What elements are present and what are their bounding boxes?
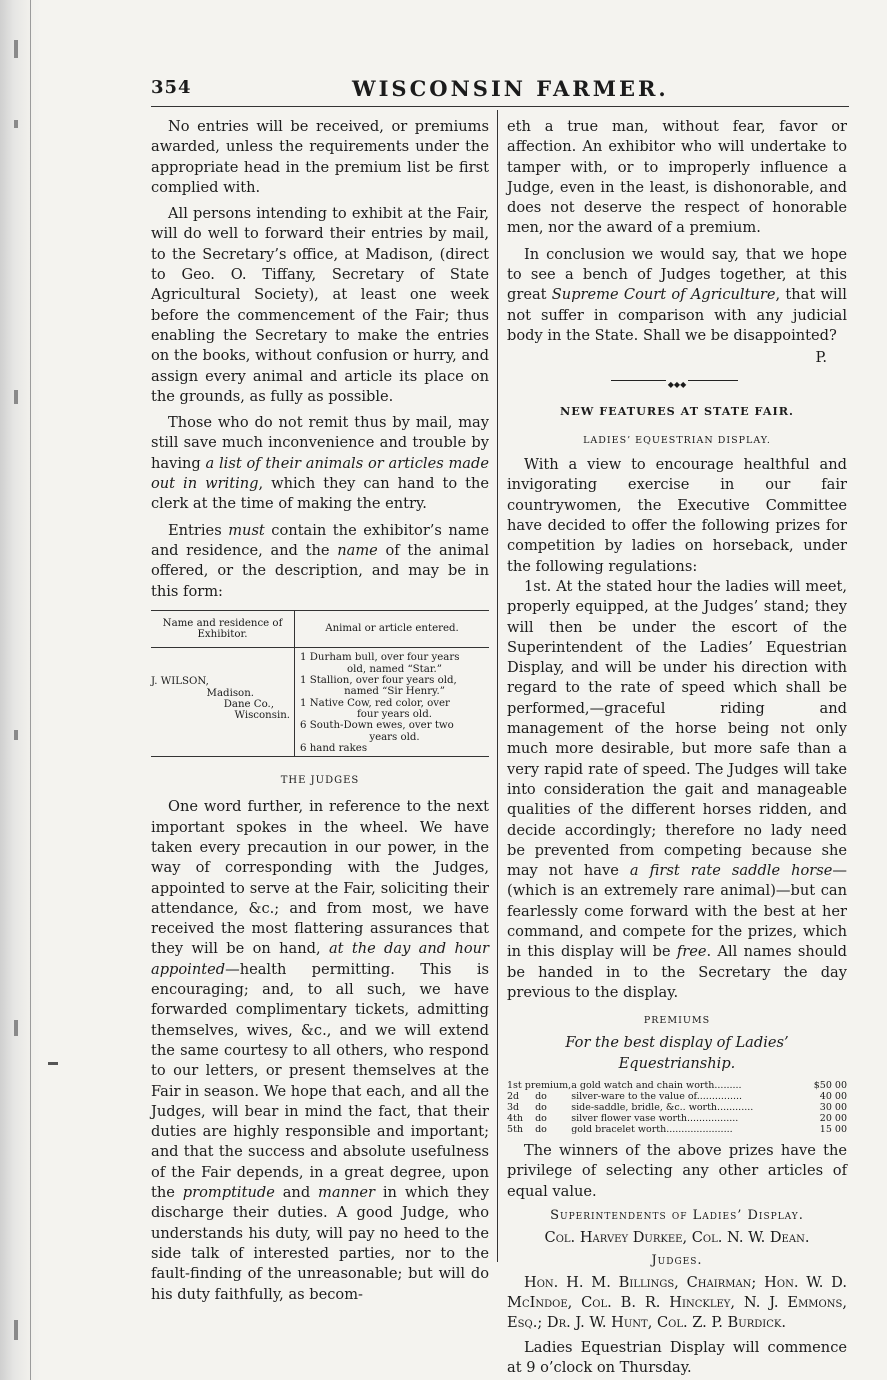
- signature: P.: [815, 349, 827, 367]
- prize-ditto: do: [535, 1091, 547, 1103]
- prize-rank: 5th: [507, 1124, 523, 1136]
- paragraph-judges: One word further, in reference to the next important spokes in the wheel. We have taken every precaution in our power, in the way of corresponding with the Judges, appointed to serve at the Fair, soliciting their attendance, &c.; and from most, we have received the most flattering assurances that they will be on hand, at the day and hour appointed—health permitting. This is encouraging; and, to all such, we have forwarded complimentary tickets, admitting themselves, wives, &c., and we will extend the same courtesy to all others, who respond to our letters, or present themselves at the Fair in season. We hope that each, and all the Judges, will bear in mind the fact, that their duties are highly responsible and important; and that the success and absolute usefulness of the Fair depends, in a great degree, upon the promptitude and manner in which they discharge their duties. A good Judge, who understands his duty, will pay no heed to the side talk of interested parties, nor to the fault-finding of the unreasonable; but will do his duty faithfully, as becom-: [151, 798, 490, 1303]
- paragraph-conclusion: In conclusion we would say, that we hope to see a bench of Judges together, at this great Supreme Court of Agriculture, that will not suffer in comparison with any judicial body in the State. Shall we be disappointed?: [507, 245, 847, 344]
- prize-desc: gold bracelet worth......................: [571, 1124, 733, 1136]
- prize-row: [507, 1124, 847, 1135]
- prize-value: $50 00: [813, 1080, 847, 1092]
- prize-desc: silver flower vase worth.................: [571, 1113, 739, 1125]
- premiums-title: PREMIUMS: [643, 1015, 711, 1027]
- prize-rank: 1st premium,: [507, 1080, 572, 1092]
- judges-title: Judges.: [651, 1252, 703, 1268]
- exhibitor-county: Dane Co.,: [223, 699, 274, 711]
- binding-mark: [14, 730, 18, 740]
- entry-item: 6 hand rakes: [300, 742, 368, 754]
- binding-mark: [14, 120, 18, 128]
- paragraph-list-in-writing: Those who do not remit thus by mail, may still save much inconvenience and trouble by having a list of their animals or articles made out in writing, which they can hand to the clerk at the time of making the entry.: [151, 414, 489, 513]
- prize-value: 15 00: [819, 1124, 847, 1136]
- prize-rank: 2d: [507, 1091, 520, 1103]
- judges-names: Hon. H. M. Billings, Chairman; Hon. W. D. McIndoe, Col. B. R. Hinckley, N. J. Emmons, Esq.; Dr. J. W. Hunt, Col. Z. P. Burdick.: [507, 1273, 847, 1332]
- prize-rank: 4th: [507, 1113, 523, 1125]
- binding-mark: [14, 1020, 18, 1036]
- paragraph-mail-entries: All persons intending to exhibit at the Fair, will do well to forward their entries by mail, to the Secretary’s office, at Madison, (direct to Geo. O. Tiffany, Secretary of State Agricultural Society), at least one week before the commencement of the Fair; thus enabling the Secretary to make the entries on the books, without confusion or hurry, and assign every animal and article its place on the grounds, as fully as possible.: [151, 205, 489, 405]
- prize-value: 30 00: [819, 1102, 847, 1114]
- prize-row: [507, 1102, 847, 1113]
- paragraph-entry-form: Entries must contain the exhibitor’s name and residence, and the name of the animal offered, or the description, and may be in this form:: [151, 521, 490, 600]
- page-number: 354: [151, 77, 192, 98]
- exhibitor-cell: [151, 648, 295, 757]
- table-header-name: Name and residence of Exhibitor.: [151, 610, 295, 648]
- entry-form-table: [151, 610, 489, 757]
- book-spine: [0, 0, 40, 1380]
- entry-item: 1 Durham bull, over four years old, named “Star.”: [300, 652, 460, 675]
- entries-cell: [295, 648, 490, 757]
- paragraph-winners: The winners of the above prizes have the privilege of selecting any other articles of equal value.: [507, 1142, 847, 1200]
- prize-value: 20 00: [819, 1113, 847, 1125]
- prize-row: [507, 1080, 847, 1091]
- entry-item: 1 Native Cow, red color, over four years old.: [300, 697, 450, 720]
- header-rule: [151, 106, 849, 107]
- column-divider: [497, 110, 498, 1262]
- judges-section-title: THE JUDGES: [280, 775, 360, 787]
- table-header-animal: Animal or article entered.: [295, 610, 490, 648]
- paragraph-regulations: 1st. At the stated hour the ladies will meet, properly equipped, at the Judges’ stand; they will then be under the escort of the Superintendent of the Ladies’ Equestrian Display, and will be under his direction with regard to the rate of speed which shall be performed,—graceful riding and management of the horse being not only much more desirable, but more safe than a very rapid rate of speed. The Judges will take into consideration the gait and manageable qualities of the different horses ridden, and decide accordingly; therefore no lady need be prevented from competing because she may not have a first rate saddle horse—(which is an extremely rare animal)—but can fearlessly come forward with the best at her command, and compete for the prizes, which in this display will be free. All names should be handed in to the Secretary the day previous to the display.: [507, 577, 848, 1001]
- exhibitor-city: Madison.: [206, 687, 254, 699]
- entry-item: 6 South-Down ewes, over two years old.: [300, 720, 454, 743]
- equestrian-title: LADIES’ EQUESTRIAN DISPLAY.: [583, 434, 771, 446]
- prize-row: [507, 1091, 847, 1102]
- prize-ditto: do: [535, 1102, 547, 1114]
- section-ornament: [507, 373, 847, 387]
- prize-rank: 3d: [507, 1102, 520, 1114]
- prize-ditto: do: [535, 1124, 547, 1136]
- new-features-title: NEW FEATURES AT STATE FAIR.: [560, 403, 794, 418]
- gutter-rule: [30, 0, 31, 1380]
- paragraph-closing: Ladies Equestrian Display will commence at 9 o’clock on Thursday.: [507, 1338, 847, 1377]
- running-head-title: WISCONSIN FARMER.: [352, 76, 669, 101]
- margin-mark: [48, 1062, 58, 1065]
- binding-mark: [14, 390, 18, 404]
- superintendents-title: Superintendents of Ladies’ Display.: [550, 1207, 804, 1223]
- premiums-caption: For the best display of Ladies’ Equestrianship.: [565, 1034, 789, 1072]
- prize-desc: side-saddle, bridle, &c.. worth............: [571, 1102, 754, 1114]
- prize-row: [507, 1113, 847, 1124]
- prize-table: [507, 1080, 847, 1135]
- prize-desc: silver-ware to the value of...............: [571, 1091, 743, 1103]
- left-column: [151, 117, 489, 1305]
- prize-desc: a gold watch and chain worth.........: [571, 1080, 742, 1092]
- prize-ditto: do: [535, 1113, 547, 1125]
- superintendents-names: Col. Harvey Durkee, Col. N. W. Dean.: [544, 1229, 810, 1247]
- paragraph-equestrian-intro: With a view to encourage healthful and invigorating exercise in our fair countrywomen, the Executive Committee have decided to offer the following prizes for competition by ladies on horseback, under the following regulations:: [507, 456, 847, 575]
- paragraph-entries-rule: No entries will be received, or premiums awarded, unless the requirements under the appropriate head in the premium list be first complied with.: [151, 118, 489, 196]
- exhibitor-state: Wisconsin.: [234, 710, 290, 722]
- entry-item: 1 Stallion, over four years old, named “Sir Henry.”: [300, 675, 457, 698]
- binding-mark: [14, 40, 18, 58]
- binding-mark: [14, 1320, 18, 1340]
- right-column: [507, 117, 847, 1378]
- exhibitor-name: J. WILSON,: [151, 676, 209, 688]
- prize-value: 40 00: [819, 1091, 847, 1103]
- paragraph-true-man: eth a true man, without fear, favor or affection. An exhibitor who will undertake to tamper with, or to improperly influence a Judge, even in the least, is dishonorable, and does not deserve the respect of honorable men, nor the award of a premium.: [507, 118, 847, 237]
- ornament-diamonds: ◆◆◆: [667, 379, 687, 389]
